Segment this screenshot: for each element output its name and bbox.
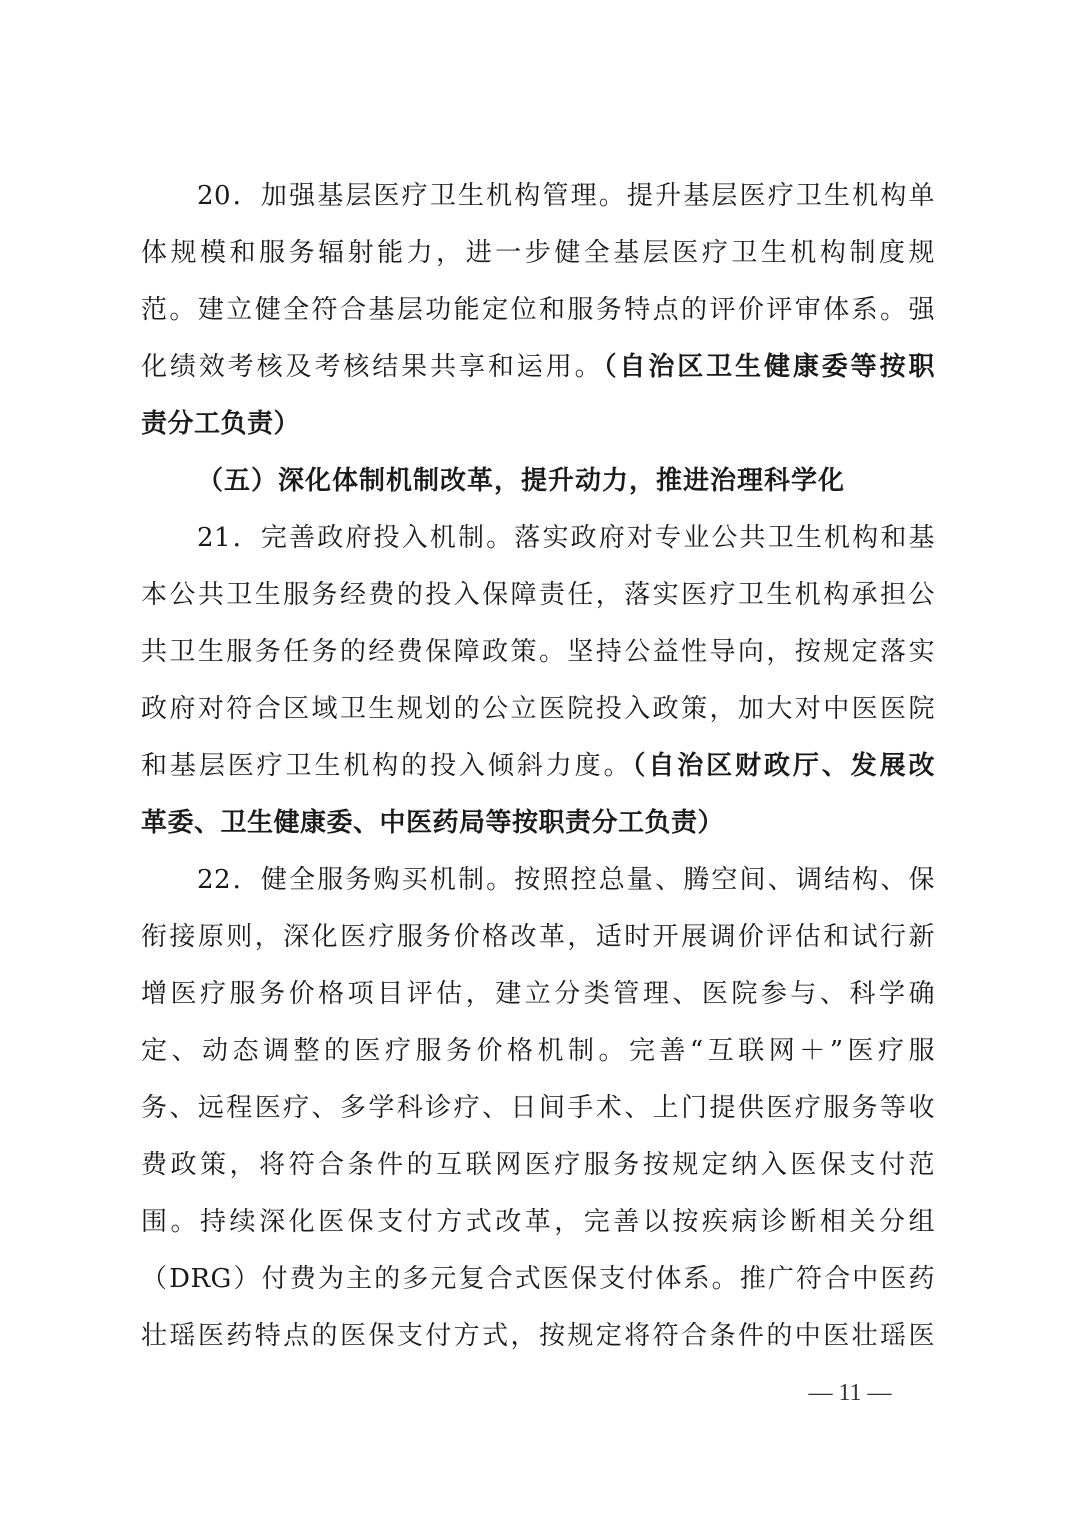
paragraph-21-responsibility-end: 革委、卫生健康委、中医药局等按职责分工负责）	[141, 808, 725, 838]
paragraph-20-responsibility: （自治区卫生健康委等按职	[603, 352, 935, 382]
paragraph-22-line-3: 增医疗服务价格项目评估，建立分类管理、医院参与、科学确	[141, 979, 935, 1009]
paragraph-21-responsibility: （自治区财政厅、发展改	[632, 751, 935, 781]
paragraph-20-line-4	[141, 352, 935, 382]
paragraph-20-responsibility-end: 责分工负责）	[141, 409, 301, 439]
paragraph-22-line-7: 围。持续深化医保支付方式改革，完善以按疾病诊断相关分组	[141, 1207, 935, 1237]
paragraph-22-line-1: 22．健全服务购买机制。按照控总量、腾空间、调结构、保	[197, 865, 935, 895]
paragraph-21-line-4: 政府对符合区域卫生规划的公立医院投入政策，加大对中医医院	[141, 694, 935, 724]
paragraph-20-line-1: 20．加强基层医疗卫生机构管理。提升基层医疗卫生机构单	[197, 181, 935, 211]
paragraph-22-line-4: 定、动态调整的医疗服务价格机制。完善“互联网＋”医疗服	[141, 1036, 935, 1066]
paragraph-22-line-9: 壮瑶医药特点的医保支付方式，按规定将符合条件的中医壮瑶医	[141, 1321, 935, 1351]
paragraph-21-line-2: 本公共卫生服务经费的投入保障责任，落实医疗卫生机构承担公	[141, 580, 935, 610]
section-heading: （五）深化体制机制改革，提升动力，推进治理科学化	[197, 466, 846, 496]
paragraph-21-line-3: 共卫生服务任务的经费保障政策。坚持公益性导向，按规定落实	[141, 637, 935, 667]
paragraph-22-line-2: 衔接原则，深化医疗服务价格改革，适时开展调价评估和试行新	[141, 922, 935, 952]
paragraph-20-line-3: 范。建立健全符合基层功能定位和服务特点的评价评审体系。强	[141, 295, 935, 325]
paragraph-21-line-5	[141, 751, 935, 781]
paragraph-22-line-5: 务、远程医疗、多学科诊疗、日间手术、上门提供医疗服务等收	[141, 1093, 935, 1123]
paragraph-20-line-4-text: 化绩效考核及考核结果共享和运用。	[141, 352, 604, 382]
paragraph-22-line-8: （DRG）付费为主的多元复合式医保支付体系。推广符合中医药	[141, 1264, 935, 1294]
paragraph-20-line-2: 体规模和服务辐射能力，进一步健全基层医疗卫生机构制度规	[141, 238, 935, 268]
page-number: — 11 —	[808, 1380, 892, 1406]
paragraph-21-line-5-text: 和基层医疗卫生机构的投入倾斜力度。	[141, 751, 633, 781]
paragraph-21-line-1: 21．完善政府投入机制。落实政府对专业公共卫生机构和基	[197, 523, 935, 553]
paragraph-22-line-6: 费政策，将符合条件的互联网医疗服务按规定纳入医保支付范	[141, 1150, 935, 1180]
